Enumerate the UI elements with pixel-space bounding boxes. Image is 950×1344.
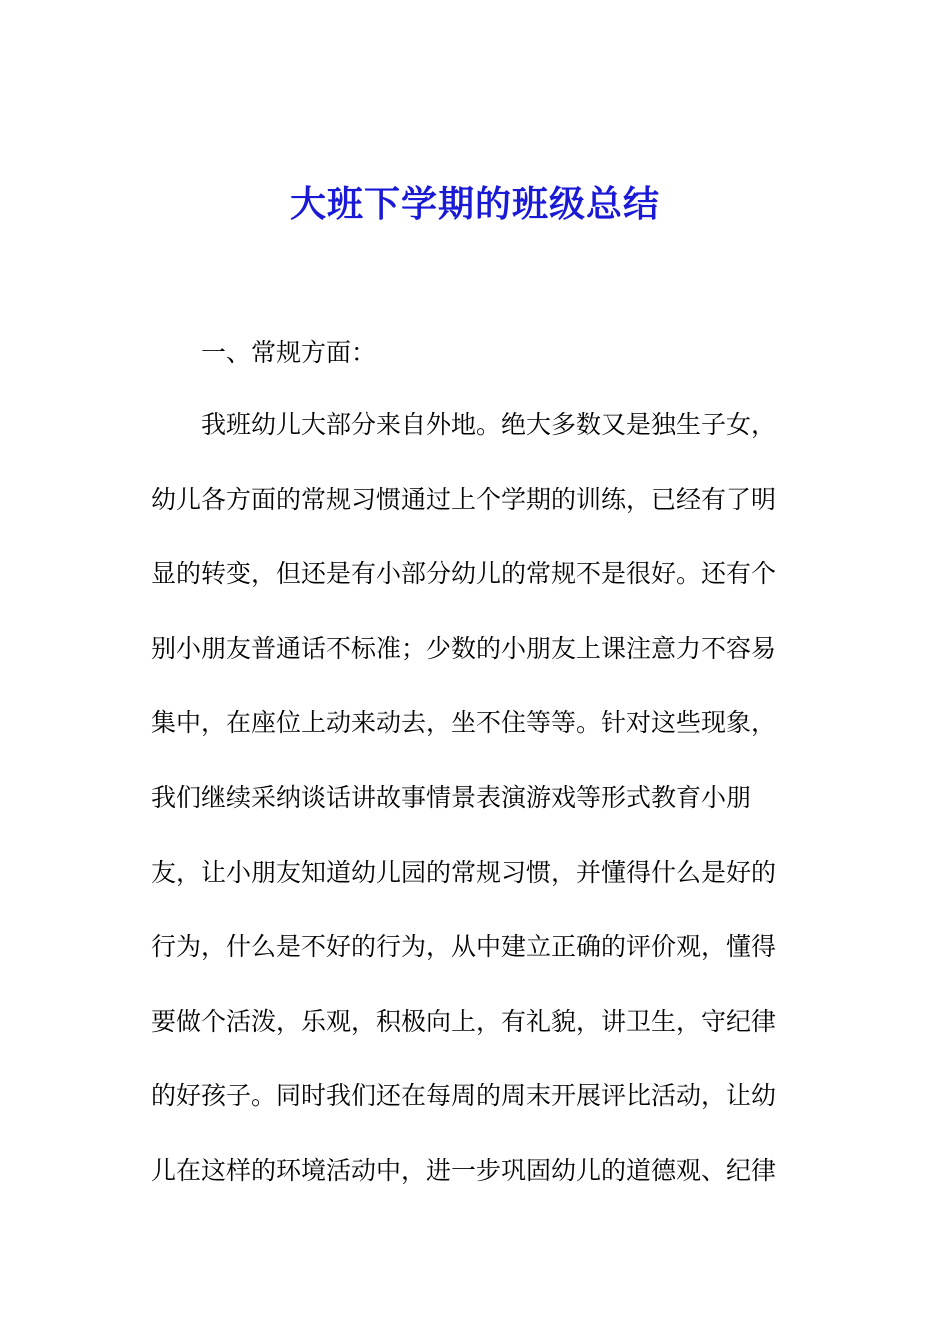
body-line: 要做个活泼，乐观，积极向上，有礼貌，讲卫生，守纪律 [151,1006,777,1036]
body-line: 儿在这样的环境活动中，进一步巩固幼儿的道德观、纪律 [151,1155,777,1185]
body-line: 幼儿各方面的常规习惯通过上个学期的训练，已经有了明 [151,484,777,514]
body-line: 我班幼儿大部分来自外地。绝大多数又是独生子女， [201,410,777,439]
body-line: 的好孩子。同时我们还在每周的周末开展评比活动，让幼 [151,1081,777,1111]
body-line: 集中，在座位上动来动去，坐不住等等。针对这些现象， [151,708,777,738]
body-line: 行为，什么是不好的行为，从中建立正确的评价观，懂得 [151,932,777,962]
body-line: 显的转变，但还是有小部分幼儿的常规不是很好。还有个 [151,559,777,589]
document-title: 大班下学期的班级总结 [289,183,660,225]
body-paragraph [151,402,801,1223]
body-line: 友，让小朋友知道幼儿园的常规习惯，并懂得什么是好的 [151,857,777,887]
body-line: 别小朋友普通话不标准；少数的小朋友上课注意力不容易 [151,633,777,663]
section-heading: 一、常规方面： [201,338,377,367]
body-line: 我们继续采纳谈话讲故事情景表演游戏等形式教育小朋 [151,782,752,812]
